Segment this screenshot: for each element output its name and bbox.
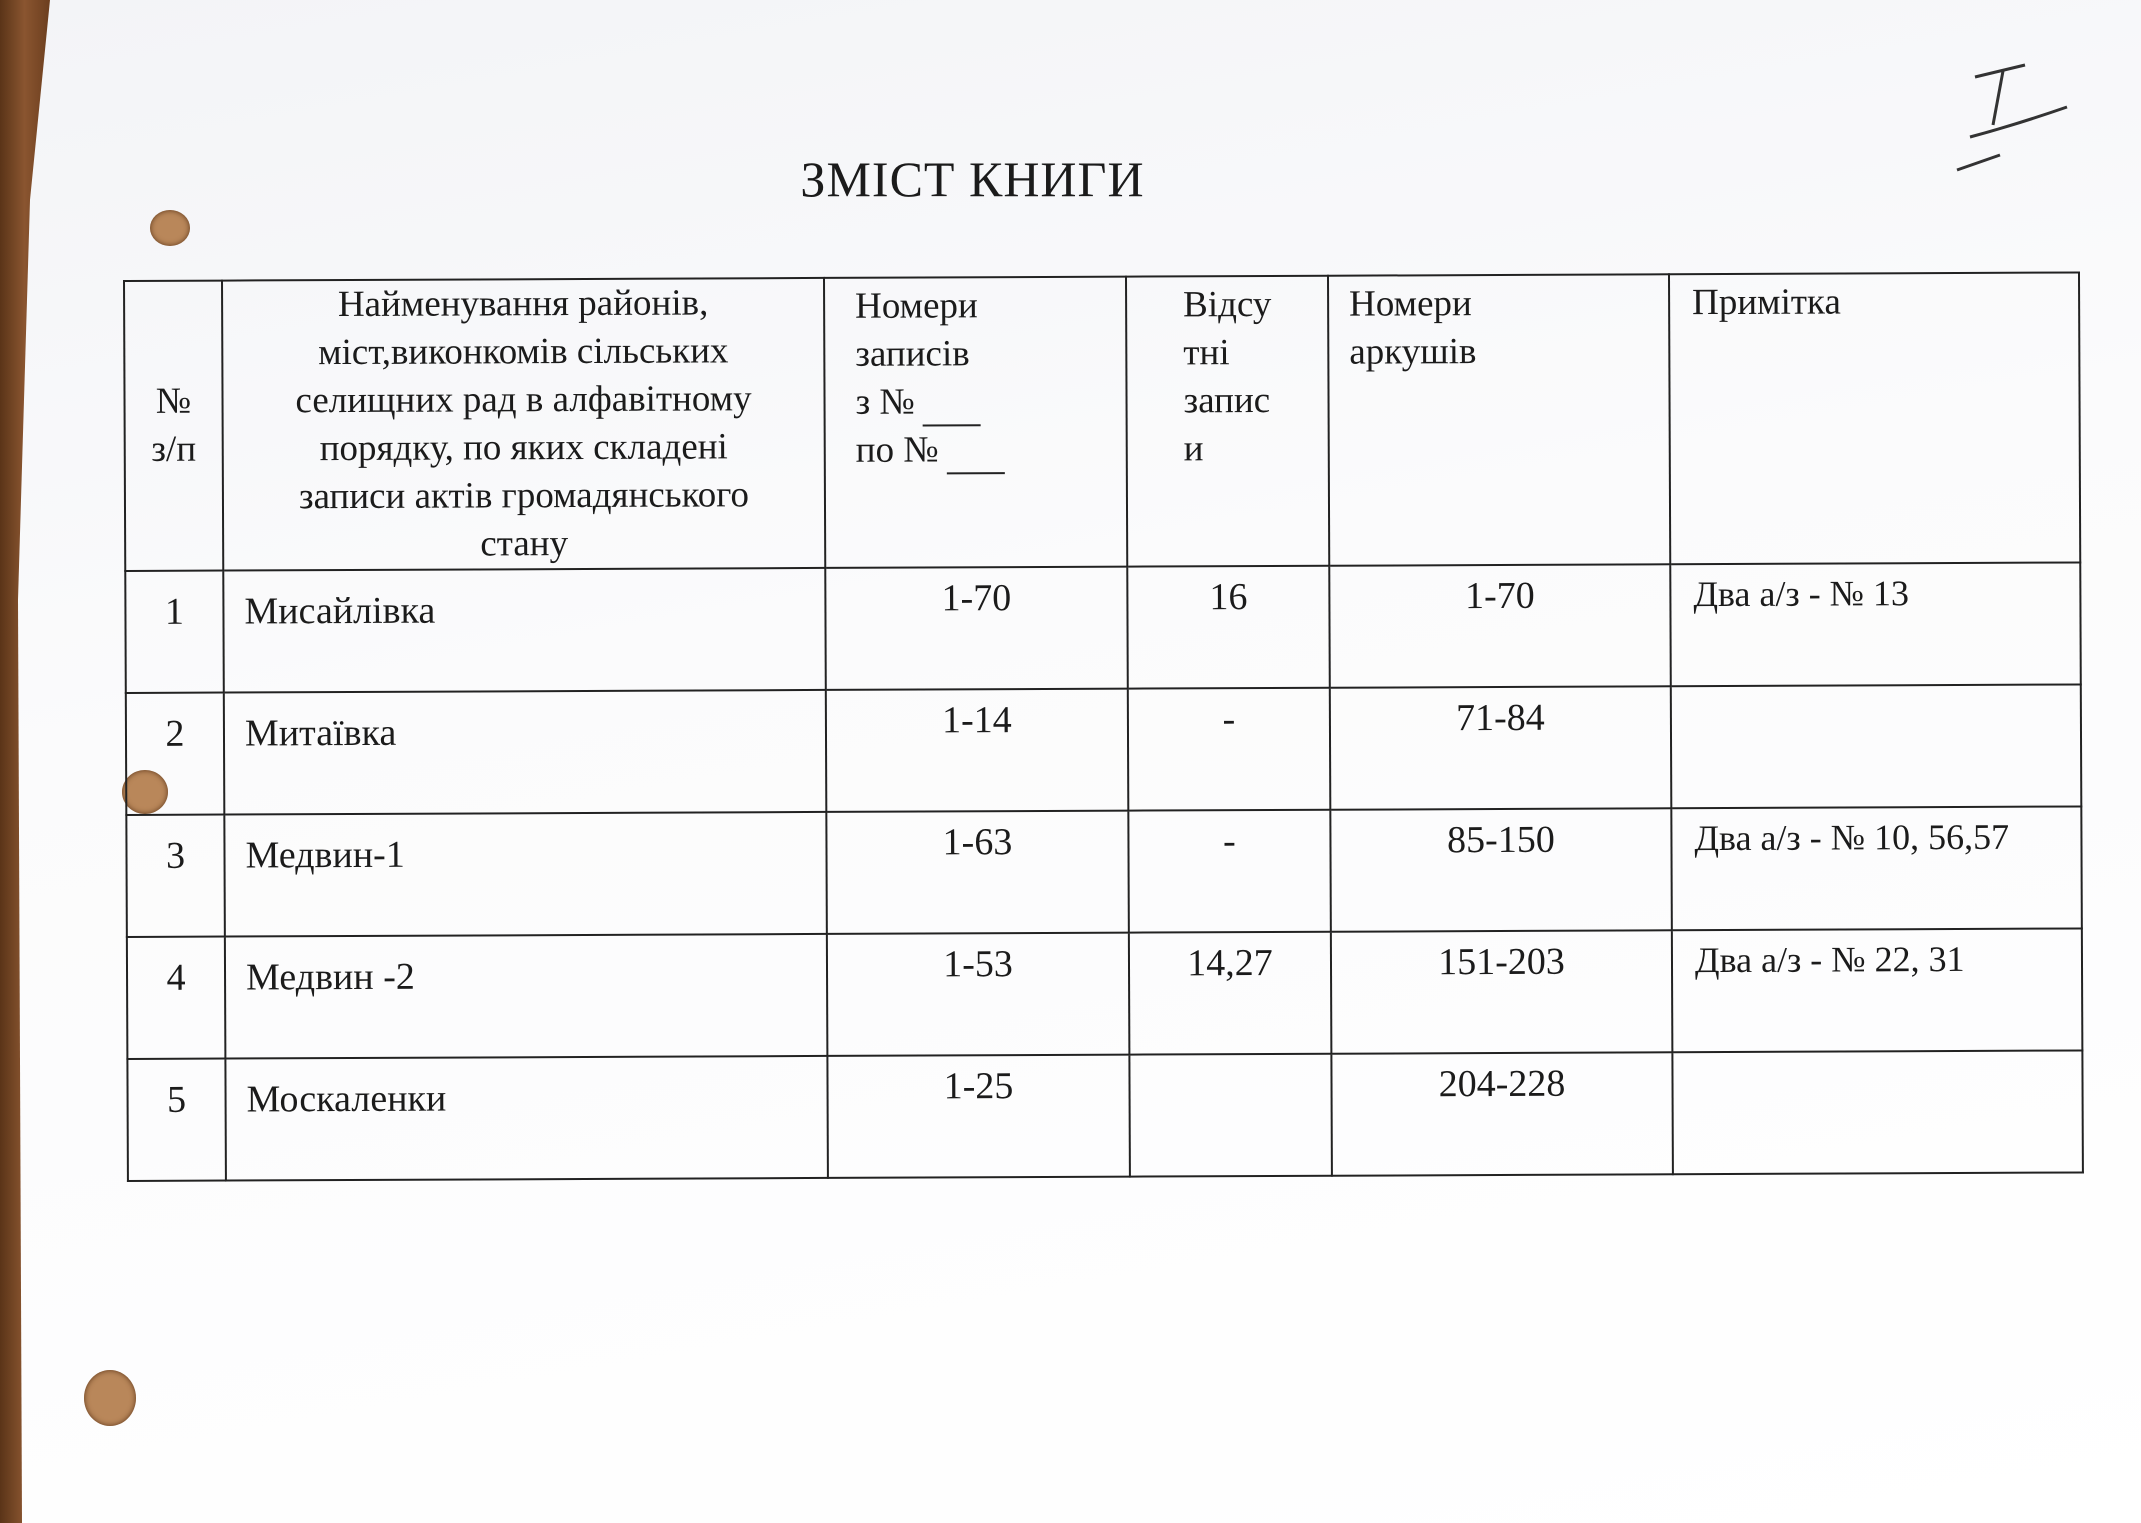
row-name: Медвин -2 — [225, 934, 828, 1059]
row-number: 4 — [127, 937, 226, 1059]
row-records: 1-25 — [827, 1055, 1130, 1178]
punch-hole-bottom — [84, 1370, 136, 1426]
row-sheets: 85-150 — [1330, 808, 1672, 931]
header-note: Примітка — [1669, 272, 2080, 564]
row-number: 5 — [127, 1059, 226, 1181]
row-sheets: 151-203 — [1331, 930, 1673, 1053]
header-records-line: записів — [855, 333, 970, 375]
row-records: 1-14 — [826, 689, 1129, 812]
row-records: 1-63 — [826, 811, 1129, 934]
row-note — [1672, 1050, 2083, 1174]
row-note — [1671, 684, 2082, 808]
header-name-line: міст,виконкомів сільських — [318, 330, 729, 374]
blank-line — [947, 442, 1005, 474]
header-name-line: Найменування районів, — [337, 282, 709, 326]
header-records-line: Номери — [855, 285, 978, 327]
header-records — [824, 277, 1127, 568]
row-sheets: 1-70 — [1329, 564, 1671, 687]
row-records: 1-70 — [825, 567, 1128, 690]
row-name: Медвин-1 — [224, 812, 827, 937]
header-records-line: по № — [855, 429, 939, 471]
header-missing-line: запис — [1183, 379, 1271, 422]
header-missing-line: тні — [1183, 332, 1230, 374]
table-row — [126, 806, 2082, 937]
table-row — [126, 684, 2082, 815]
blank-line — [923, 394, 981, 426]
table-header-row — [124, 272, 2080, 571]
header-records-to — [856, 426, 1126, 475]
header-number — [124, 281, 223, 571]
row-number: 3 — [126, 815, 225, 937]
row-sheets: 71-84 — [1330, 686, 1672, 809]
row-note: Два а/з - № 10, 56,57 — [1671, 806, 2082, 930]
header-number-line: № — [155, 380, 192, 422]
handwritten-roman-numeral — [1955, 55, 2075, 185]
row-name: Митаївка — [224, 690, 827, 815]
row-note: Два а/з - № 13 — [1670, 562, 2081, 686]
row-missing: 16 — [1127, 566, 1330, 689]
contents-table-wrap — [123, 271, 2082, 1182]
row-missing — [1129, 1054, 1332, 1177]
row-sheets: 204-228 — [1331, 1052, 1673, 1175]
table-row — [125, 562, 2081, 693]
row-missing: - — [1128, 688, 1331, 811]
row-name: Москаленки — [225, 1056, 828, 1181]
table-row — [127, 928, 2083, 1059]
punch-hole-top — [150, 210, 190, 246]
row-missing: 14,27 — [1129, 932, 1332, 1055]
header-missing-line: Відсу — [1183, 283, 1272, 326]
header-name-line: записи актів громадянського — [298, 474, 750, 518]
row-note: Два а/з - № 22, 31 — [1672, 928, 2083, 1052]
contents-table — [123, 271, 2084, 1182]
row-records: 1-53 — [827, 933, 1130, 1056]
header-name-line: селищних рад в алфавітному — [295, 378, 752, 422]
table-row — [127, 1050, 2083, 1181]
header-missing-line: и — [1183, 428, 1204, 470]
header-number-line: з/п — [151, 428, 197, 470]
row-number: 2 — [126, 693, 225, 815]
header-records-from — [855, 378, 1125, 427]
header-name-line: порядку, по яких складені — [319, 426, 728, 470]
row-missing: - — [1128, 810, 1331, 933]
header-sheets-line: аркушів — [1349, 331, 1477, 373]
page-title: ЗМІСТ КНИГИ — [800, 151, 1145, 207]
header-name-line: стану — [480, 523, 569, 565]
header-name — [222, 278, 825, 571]
header-missing — [1126, 276, 1329, 567]
row-number: 1 — [125, 571, 224, 693]
header-sheets-line: Номери — [1349, 283, 1472, 325]
header-sheets — [1328, 274, 1670, 565]
row-name: Мисайлівка — [223, 568, 826, 693]
header-records-line: з № — [855, 381, 915, 423]
